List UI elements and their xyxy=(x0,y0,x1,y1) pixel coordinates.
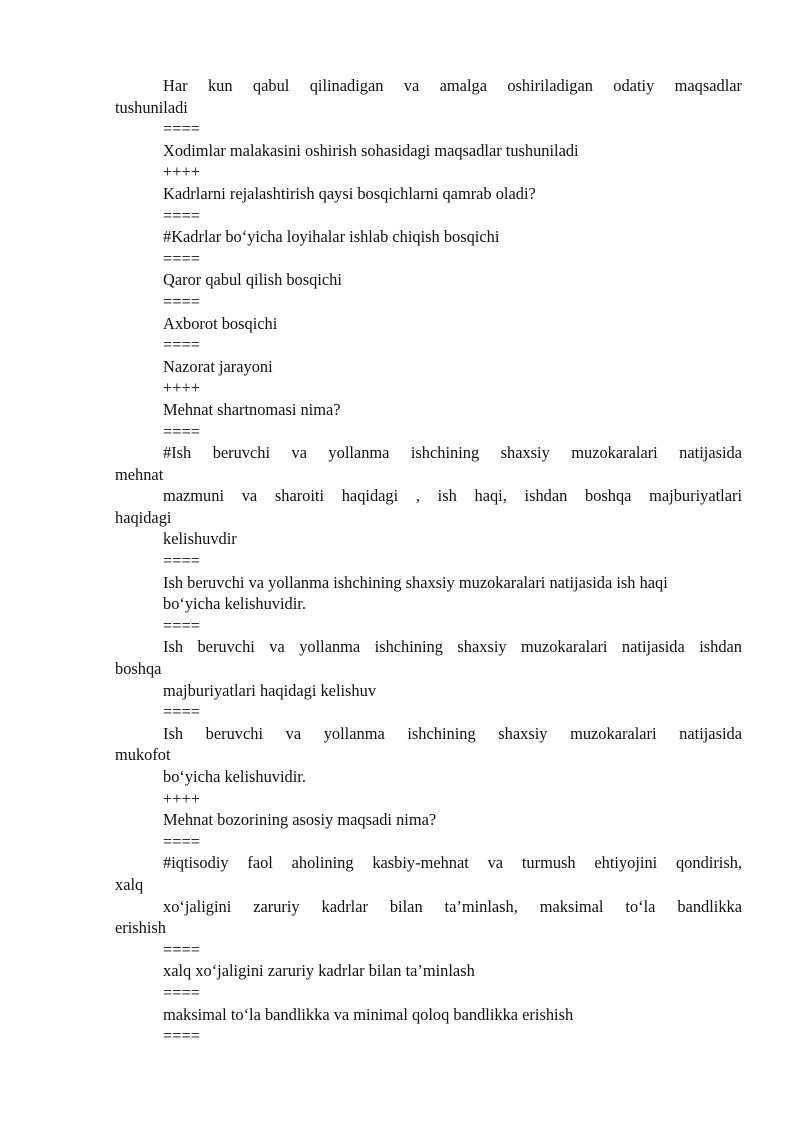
separator-line: ==== xyxy=(163,939,200,959)
separator-line: ==== xyxy=(163,119,200,139)
answer-option: Ish beruvchi va yollanma ishchining shaxsiy muzokaralari natijasida ishdan xyxy=(163,637,742,657)
text-line: xo‘jaligini zaruriy kadrlar bilan ta’minlash, maksimal to‘la bandlikka xyxy=(163,896,742,916)
separator-line: ==== xyxy=(163,615,200,635)
separator-line: ==== xyxy=(163,831,200,851)
separator-line: ==== xyxy=(163,205,200,225)
separator-line: ==== xyxy=(163,335,200,355)
text-line: Har kun qabul qilinadigan va amalga oshiriladigan odatiy maqsadlar xyxy=(163,76,742,95)
text-line: kelishuvdir xyxy=(163,529,237,549)
question-separator: ++++ xyxy=(163,788,200,808)
text-line: xalq xyxy=(115,874,144,894)
answer-option: Ish beruvchi va yollanma ishchining shaxsiy muzokaralari natijasida ish haqi xyxy=(163,572,668,592)
answer-option: Nazorat jarayoni xyxy=(163,356,273,376)
separator-line: ==== xyxy=(163,982,200,1002)
question-separator: ++++ xyxy=(163,378,200,398)
separator-line: ==== xyxy=(163,291,200,311)
text-line: majburiyatlari haqidagi kelishuv xyxy=(163,680,377,700)
text-line: bo‘yicha kelishuvidir. xyxy=(163,767,306,786)
text-line: mehnat xyxy=(115,464,164,484)
text-line: mukofot xyxy=(115,745,171,765)
answer-correct: #iqtisodiy faol aholining kasbiy-mehnat va turmush ehtiyojini qondirish, xyxy=(163,853,742,873)
text-line: bo‘yicha kelishuvidir. xyxy=(163,594,306,614)
answer-option: Qaror qabul qilish bosqichi xyxy=(163,270,342,290)
answer-option: Ish beruvchi va yollanma ishchining shaxsiy muzokaralari natijasida xyxy=(163,723,742,743)
separator-line: ==== xyxy=(163,421,200,441)
answer-option: Axborot bosqichi xyxy=(163,313,278,333)
text-line: erishish xyxy=(115,918,166,938)
separator-line: ==== xyxy=(163,551,200,571)
text-line: Xodimlar malakasini oshirish sohasidagi maqsadlar tushuniladi xyxy=(163,140,579,160)
answer-option: xalq xo‘jaligini zaruriy kadrlar bilan ta’minlash xyxy=(163,961,475,981)
separator-line: ==== xyxy=(163,702,200,722)
answer-option: maksimal to‘la bandlikka va minimal qoloq bandlikka erishish xyxy=(163,1004,574,1024)
text-line: mazmuni va sharoiti haqidagi , ish haqi, ishdan boshqa majburiyatlari xyxy=(163,486,742,506)
question-separator: ++++ xyxy=(163,162,200,182)
document-body xyxy=(115,75,742,1047)
separator-line: ==== xyxy=(163,1026,200,1046)
text-line: tushuniladi xyxy=(115,97,188,117)
question-text: Kadrlarni rejalashtirish qaysi bosqichlarni qamrab oladi? xyxy=(163,183,536,203)
text-line: boshqa xyxy=(115,659,162,679)
text-line: haqidagi xyxy=(115,507,172,527)
answer-correct: #Kadrlar bo‘yicha loyihalar ishlab chiqish bosqichi xyxy=(163,227,500,247)
question-text: Mehnat bozorining asosiy maqsadi nima? xyxy=(163,810,437,830)
separator-line: ==== xyxy=(163,248,200,268)
answer-correct: #Ish beruvchi va yollanma ishchining shaxsiy muzokaralari natijasida xyxy=(163,443,742,463)
question-text: Mehnat shartnomasi nima? xyxy=(163,399,341,419)
